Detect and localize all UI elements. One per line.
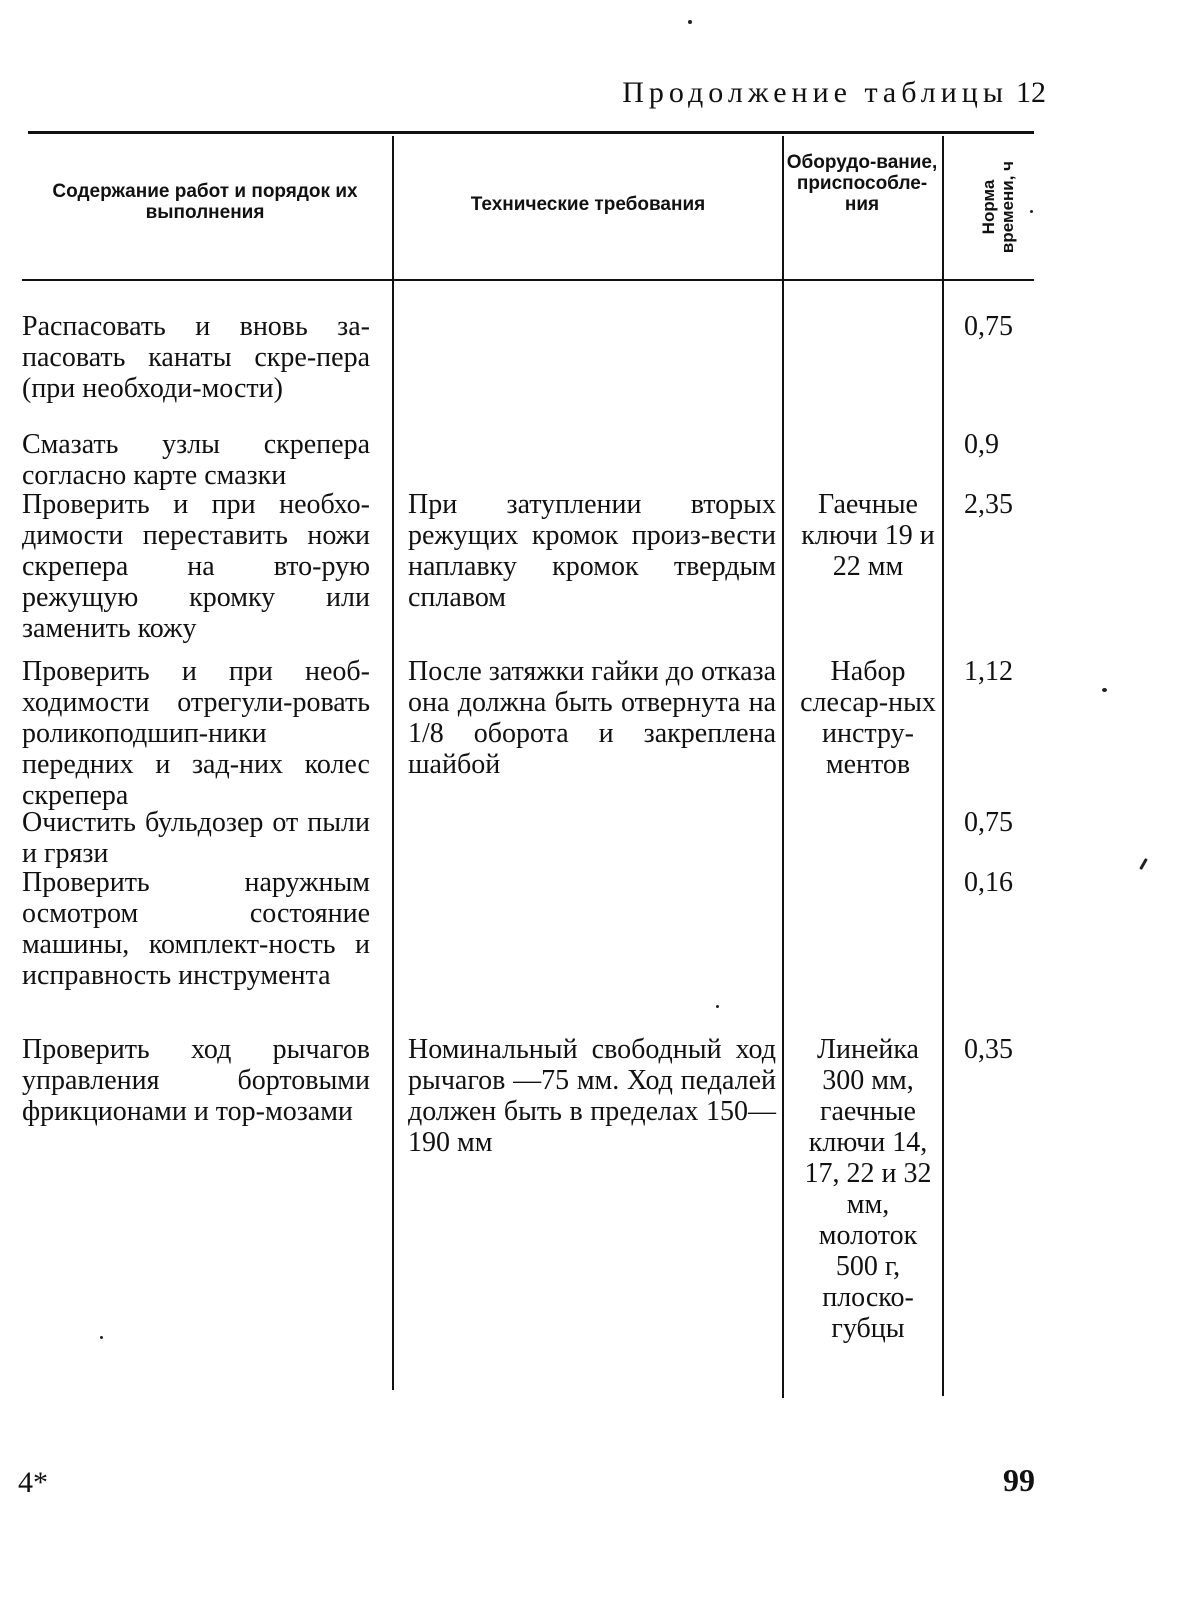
row-4-norm: 1,12	[964, 656, 1013, 687]
row-4-equipment: Набор слесар-ных инстру-ментов	[800, 656, 936, 780]
header-equipment: Оборудо-вание, приспособле-ния	[786, 152, 938, 215]
page-number: 99	[1003, 1462, 1035, 1498]
row-5-norm: 0,75	[964, 807, 1013, 838]
table-caption-text: Продолжение таблицы	[622, 76, 1008, 109]
row-3-equipment: Гаечные ключи 19 и 22 мм	[801, 489, 935, 582]
scan-speck	[1030, 210, 1033, 213]
header-work: Содержание работ и порядок их выполнения	[52, 181, 358, 223]
row-4-work: Проверить и при необ-ходимости отрегули-ровать роликоподшип-ники передних и зад-них колес скрепера	[22, 656, 370, 811]
scan-speck	[100, 1336, 103, 1339]
row-1-norm: 0,75	[964, 311, 1013, 342]
header-norm-label: Норма времени, ч	[979, 160, 1017, 254]
row-3-norm: 2,35	[964, 489, 1013, 520]
row-7-equipment: Линейка 300 мм, гаечные ключи 14, 17, 22 и 32 мм, молоток 500 г, плоско-губцы	[804, 1034, 932, 1344]
column-divider-3	[942, 136, 944, 1396]
row-6-norm: 0,16	[964, 867, 1013, 898]
row-2-work: Смазать узлы скрепера согласно карте смазки	[22, 429, 370, 491]
row-7-requirements: Номинальный свободный ход рычагов —75 мм. Ход педалей должен быть в пределах 150—190 мм	[408, 1034, 776, 1158]
row-6-work: Проверить наружным осмотром состояние машины, комплект-ность и исправность инструмента	[22, 867, 370, 991]
scan-speck	[1139, 858, 1148, 870]
header-bottom-rule	[22, 279, 1034, 281]
scan-speck	[1102, 688, 1107, 692]
column-divider-1	[392, 136, 394, 1390]
row-4-requirements: После затяжки гайки до отказа она должна быть отвернута на 1/8 оборота и закреплена шайбой	[408, 656, 776, 780]
row-7-norm: 0,35	[964, 1034, 1013, 1065]
scan-speck	[716, 1005, 719, 1008]
table-caption	[622, 76, 1046, 110]
row-2-norm: 0,9	[964, 429, 999, 460]
row-1-work: Распасовать и вновь за-пасовать канаты скре-пера (при необходи-мости)	[22, 311, 370, 404]
scan-speck	[688, 20, 692, 24]
row-3-work: Проверить и при необхо-димости переставить ножи скрепера на вто-рую режущую кромку или заменить кожу	[22, 489, 370, 644]
header-norm	[968, 140, 1028, 274]
signature-mark: 4*	[18, 1466, 48, 1499]
table-top-rule	[28, 131, 1034, 134]
row-7-work: Проверить ход рычагов управления бортовыми фрикционами и тор-мозами	[22, 1034, 370, 1127]
row-5-work: Очистить бульдозер от пыли и грязи	[22, 807, 370, 869]
table-number: 12	[1016, 76, 1046, 109]
column-divider-2	[782, 136, 784, 1398]
row-3-requirements: При затуплении вторых режущих кромок произ-вести наплавку кромок твердым сплавом	[408, 489, 776, 613]
header-requirements: Технические требования	[470, 194, 706, 215]
